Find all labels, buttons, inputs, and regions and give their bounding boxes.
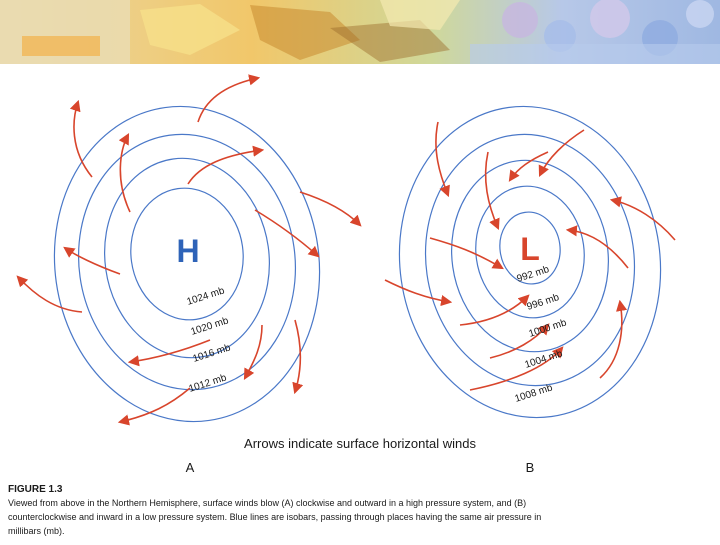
caption-line-3: millibars (mb). [8,526,65,536]
pressure-systems-figure [0,64,720,540]
wind-arrow-icon [568,230,628,268]
isobar-label: 1016 mb [191,342,232,365]
figure-title: FIGURE 1.3 [8,484,63,495]
isobar-label: 992 mb [515,264,551,285]
isobar-label: 1008 mb [513,382,554,405]
wind-arrow-icon [460,296,528,325]
wind-arrow-icon [600,302,622,378]
isobar-label: 1004 mb [523,348,564,371]
panel-a-letter: A [185,460,195,475]
panel-b-letter: B [525,460,535,475]
wind-arrow-icon [430,238,502,268]
wind-arrow-icon [486,152,498,228]
decorative-banner [0,0,720,64]
panel-b-isobar-labels [514,264,569,405]
wind-arrow-icon [295,320,300,392]
wind-arrow-icon [436,122,448,195]
wind-arrow-icon [188,150,262,184]
wind-arrow-icon [74,102,92,177]
caption-line-1: Viewed from above in the Northern Hemisphere, surface winds blow (A) clockwise and outward in a high pressure system, and (B) [8,498,527,508]
wind-arrow-icon [510,152,548,180]
high-pressure-icon: H [176,233,200,269]
isobar-label: 996 mb [525,292,561,313]
isobar-label: 1012 mb [187,372,228,395]
low-pressure-icon: L [520,231,540,267]
wind-arrow-icon [18,277,82,312]
isobar-label: 1000 mb [527,317,568,340]
isobar-label: 1024 mb [185,285,226,308]
banner-artwork [0,0,720,64]
wind-arrow-icon [65,248,120,274]
wind-arrow-icon [120,135,130,212]
wind-arrow-icon [245,325,262,378]
isobar-diagram [0,64,720,540]
wind-arrow-icon [198,78,258,122]
wind-arrow-icon [120,388,190,422]
caption-line-2: counterclockwise and inward in a low pressure system. Blue lines are isobars, passing through places having the same air pressure in [8,512,542,522]
arrows-caption: Arrows indicate surface horizontal winds [244,436,476,451]
wind-arrow-icon [385,280,450,302]
isobar-label: 1020 mb [189,315,230,338]
